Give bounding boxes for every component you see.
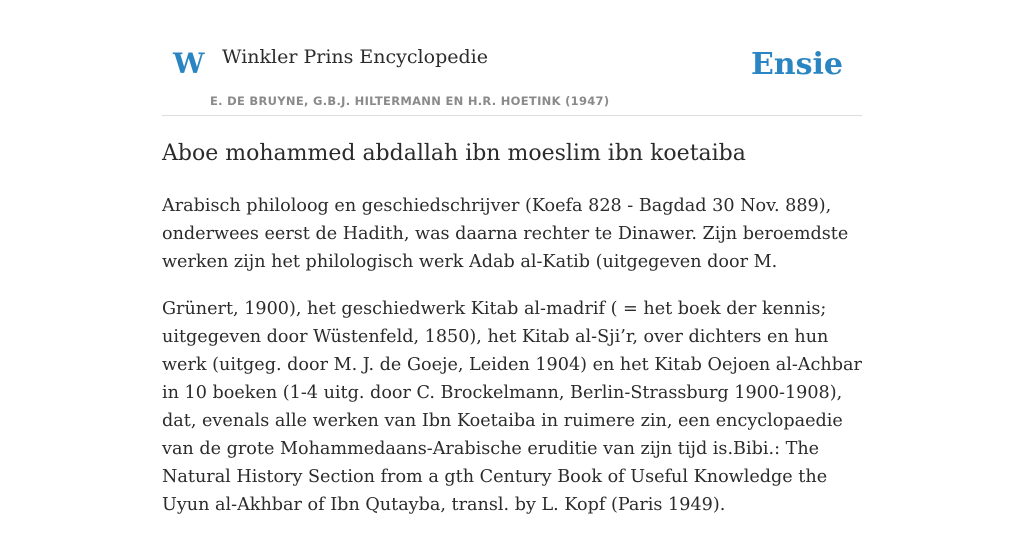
article-title: Aboe mohammed abdallah ibn moeslim ibn koetaiba bbox=[162, 141, 746, 166]
page bbox=[162, 0, 862, 515]
site-header bbox=[162, 0, 862, 116]
publication-title[interactable]: Winkler Prins Encyclopedie bbox=[222, 46, 488, 68]
article-paragraph: Arabisch philoloog en geschiedschrijver (Koefa 828 - Bagdad 30 Nov. 889), onderwees eerst de Hadith, was daarna rechter te Dinawer. Zijn beroemdste werken zijn het philologisch werk Adab al-Katib (uitgegeven door M. bbox=[162, 196, 849, 272]
ensie-brand-logo[interactable]: Ensie bbox=[750, 47, 843, 82]
article-body bbox=[162, 192, 862, 538]
publication-authors: E. DE BRUYNE, G.B.J. HILTERMANN EN H.R. HOETINK (1947) bbox=[210, 94, 610, 108]
winkler-prins-logo[interactable]: W bbox=[173, 47, 205, 80]
article-paragraph: Grünert, 1900), het geschiedwerk Kitab al-madrif ( = het boek der kennis; uitgegeven door Wüstenfeld, 1850), het Kitab al-Sji’r, over dichters en hun werk (uitgeg. door M. J. de Goeje, Leiden 1904) en het Kitab Oejoen al-Achbar in 10 boeken (1-4 uitg. door C. Brockelmann, Berlin-Strassburg 1900-1908), dat, evenals alle werken van Ibn Koetaiba in ruimere zin, een encyclopaedie van de grote Mohammedaans-Arabische eruditie van zijn tijd is.Bibi.: The Natural History Section from a gth Century Book of Useful Knowledge the Uyun al-Akhbar of Ibn Qutayba, transl. by L. Kopf (Paris 1949). bbox=[162, 299, 862, 515]
